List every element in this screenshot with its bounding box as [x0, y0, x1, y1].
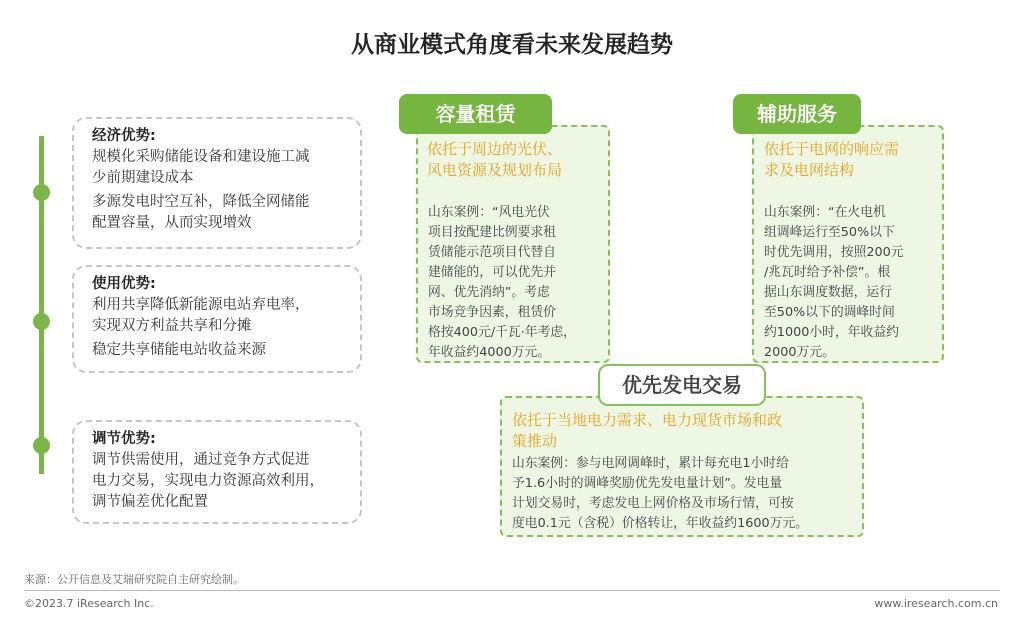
lease-body-line: 赁储能示范项目代替自 — [428, 245, 556, 260]
card-line: 稳定共享储能电站收益来源 — [92, 342, 266, 358]
aux-body-line: /兆瓦时给予补偿”。根 — [764, 265, 891, 280]
priority-highlight-line: 策推动 — [512, 432, 558, 450]
aux-highlight-line: 依托于电网的响应需 — [764, 140, 900, 158]
lease-body-line: 年收益约4000万元。 — [428, 345, 551, 360]
aux-body-line: 至50%以下的调峰时间 — [764, 305, 895, 320]
footer-divider — [24, 590, 1000, 591]
card-line: 电力交易，实现电力资源高效利用， — [92, 473, 324, 489]
priority-body-line: 度电0.1元（含税）价格转让，年收益约1600万元。 — [512, 516, 809, 531]
card-line: 少前期建设成本 — [92, 170, 194, 186]
priority-body-line: 山东案例：参与电网调峰时，累计每充电1小时给 — [512, 456, 789, 471]
aux-body-line: 据山东调度数据，运行 — [764, 285, 892, 300]
lease-body-line: 山东案例：“风电光伏 — [428, 205, 550, 220]
aux-body-line: 时优先调用，按照200元 — [764, 245, 904, 260]
aux-body-line: 山东案例：“在火电机 — [764, 205, 886, 220]
website-url: www.iresearch.com.cn — [874, 597, 998, 610]
capacity-lease-box — [416, 125, 610, 363]
priority-generation-box — [500, 396, 864, 537]
aux-body-line: 2000万元。 — [764, 345, 835, 360]
timeline-dot — [33, 313, 50, 330]
aux-body-line: 组调峰运行至50%以下 — [764, 225, 895, 240]
usage-advantage-card — [72, 265, 362, 373]
lease-body-line: 网、优先消纳”。考虑 — [428, 285, 550, 300]
card-line: 调节偏差优化配置 — [92, 494, 208, 510]
card-line: 实现双方利益共享和分摊 — [92, 318, 252, 334]
copyright: ©2023.7 iResearch Inc. — [24, 597, 154, 610]
capacity-lease-tag: 容量租赁 — [399, 94, 552, 134]
timeline-dot — [33, 184, 50, 201]
card-line: 多源发电时空互补，降低全网储能 — [92, 194, 310, 210]
lease-body-line: 市场竞争因素，租赁价 — [428, 305, 556, 320]
lease-highlight-line: 依托于周边的光伏、 — [427, 140, 563, 158]
economic-advantage-card — [72, 117, 362, 249]
lease-highlight-line: 风电资源及规划布局 — [427, 161, 563, 179]
priority-body-line: 计划交易时，考虑发电上网价格及市场行情，可按 — [512, 496, 794, 511]
card-heading: 使用优势: — [92, 276, 156, 292]
card-heading: 调节优势: — [92, 431, 156, 447]
card-line: 调节供需使用，通过竞争方式促进 — [92, 452, 310, 468]
card-line: 配置容量，从而实现增效 — [92, 215, 252, 231]
timeline-dot — [33, 437, 50, 454]
priority-body-line: 予1.6小时的调峰奖励优先发电量计划”。发电量 — [512, 476, 783, 491]
source-note: 来源：公开信息及艾瑞研究院自主研究绘制。 — [24, 573, 244, 586]
lease-body-line: 建储能的，可以优先并 — [428, 265, 556, 280]
page-title: 从商业模式角度看未来发展趋势 — [351, 32, 673, 58]
lease-body-line: 格按400元/千瓦·年考虑， — [428, 325, 576, 340]
aux-highlight-line: 求及电网结构 — [764, 161, 855, 179]
aux-body-line: 约1000小时，年收益约 — [764, 325, 899, 340]
regulation-advantage-card — [72, 420, 362, 524]
priority-highlight-line: 依托于当地电力需求、电力现货市场和政 — [512, 411, 783, 429]
ancillary-services-tag: 辅助服务 — [733, 94, 861, 134]
lease-body-line: 项目按配建比例要求租 — [428, 225, 556, 240]
ancillary-services-box — [752, 125, 944, 363]
card-line: 利用共享降低新能源电站弃电率， — [92, 297, 310, 313]
card-heading: 经济优势: — [92, 128, 156, 144]
priority-generation-tag: 优先发电交易 — [598, 364, 766, 406]
card-line: 规模化采购储能设备和建设施工减 — [92, 149, 310, 165]
